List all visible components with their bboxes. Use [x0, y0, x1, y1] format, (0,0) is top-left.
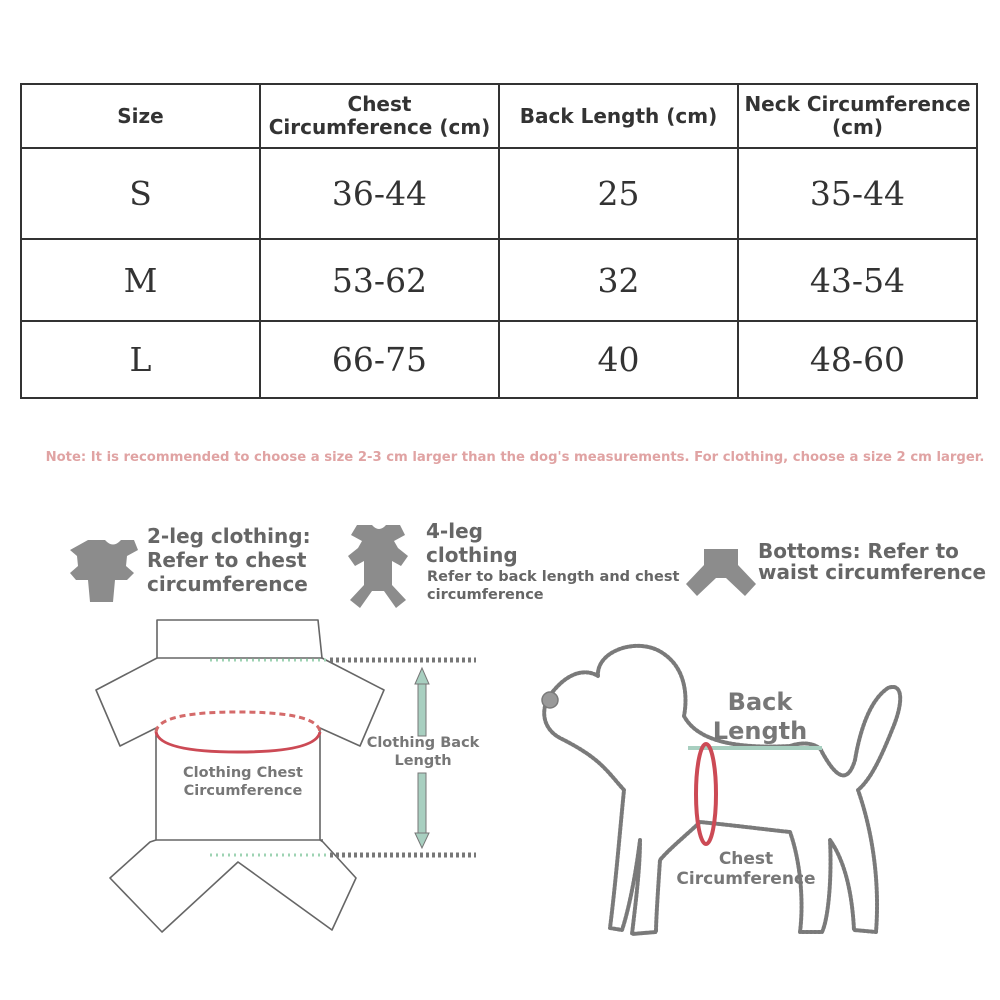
chest-circumference-label: Chest Circumference — [676, 849, 816, 889]
cell-size: L — [21, 321, 260, 398]
two-leg-title: 2-leg clothing: Refer to chest circumference — [147, 524, 311, 596]
four-leg-clothing-icon — [348, 525, 408, 608]
clothing-chest-label: Clothing Chest Circumference — [183, 765, 303, 799]
bottoms-title: Bottoms: Refer to waist circumference — [758, 539, 987, 584]
clothing-back-label: Clothing Back Length — [366, 735, 480, 769]
cell-back-length: 40 — [499, 321, 738, 398]
cell-chest: 53-62 — [260, 239, 499, 321]
dog-chest-ring — [696, 744, 716, 844]
back-length-label: Back Length — [712, 688, 808, 745]
cell-neck: 35-44 — [738, 148, 977, 239]
cell-back-length: 32 — [499, 239, 738, 321]
cell-back-length: 25 — [499, 148, 738, 239]
header-back-length: Back Length (cm) — [499, 84, 738, 148]
cell-chest: 66-75 — [260, 321, 499, 398]
four-leg-title: 4-leg clothing — [426, 519, 518, 567]
cell-neck: 43-54 — [738, 239, 977, 321]
four-leg-subtitle: Refer to back length and chest circumference — [427, 569, 680, 603]
header-chest-text: Chest Circumference (cm) — [268, 92, 491, 139]
cell-chest: 36-44 — [260, 148, 499, 239]
sizing-note: Note: It is recommended to choose a size 2-3 cm larger than the dog's measurements. For clothing, choose a size 2 cm larger. — [45, 450, 985, 465]
header-size: Size — [21, 84, 260, 148]
cell-size: M — [21, 239, 260, 321]
clothing-chest-ellipse — [156, 712, 320, 732]
cell-neck: 48-60 — [738, 321, 977, 398]
two-leg-shirt-icon — [70, 540, 138, 602]
bottoms-icon — [686, 549, 756, 596]
header-neck-text: Neck Circumference (cm) — [744, 92, 971, 139]
cell-size: S — [21, 148, 260, 239]
